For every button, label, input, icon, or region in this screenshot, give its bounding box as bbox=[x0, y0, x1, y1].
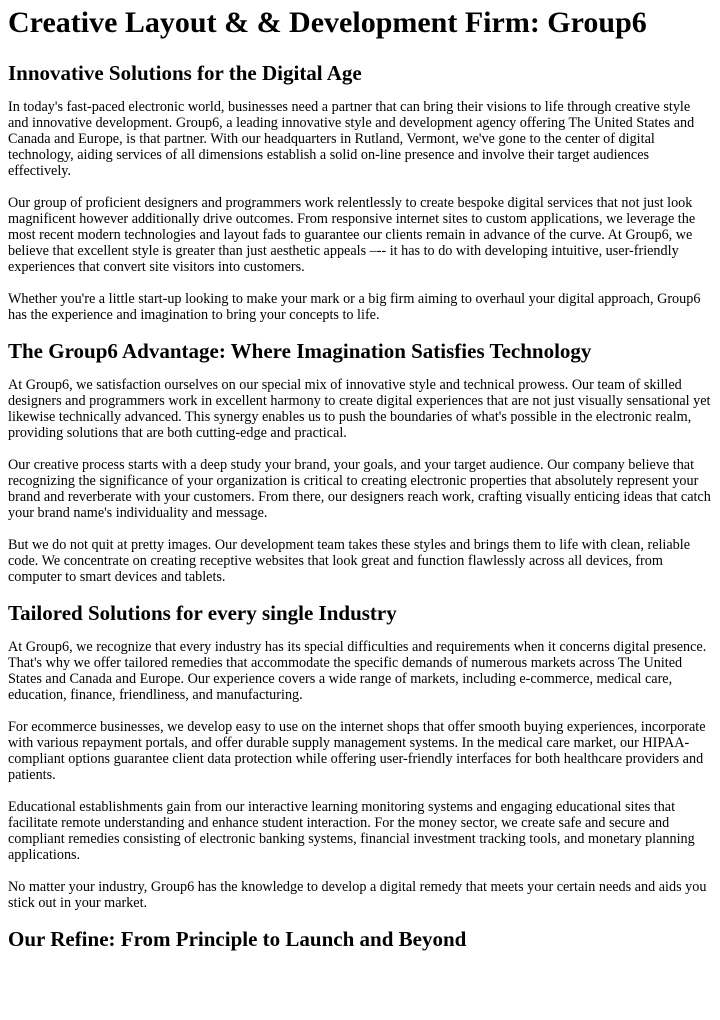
section-heading: Tailored Solutions for every single Industry bbox=[8, 601, 397, 625]
paragraph: But we do not quit at pretty images. Our development team takes these styles and brings them to life with clean, reliable code. We concentrate on creating receptive websites that look great and function flawlessly across all devices, from computer to smart devices and tablets. bbox=[8, 537, 691, 585]
paragraph: Our creative process starts with a deep study your brand, your goals, and your target audience. Our company believe that recognizing the significance of your organization is critical to creating electronic properties that absolutely represent your brand and reverberate with your customers. From there, our designers reach work, crafting visually enticing ideas that catch your brand name's individuality and message. bbox=[8, 457, 711, 521]
paragraph: For ecommerce businesses, we develop easy to use on the internet shops that offer smooth buying experiences, incorporate with various repayment portals, and offer durable supply management systems. In the medical care market, our HIPAA-compliant options guarantee client data protection while offering user-friendly interfaces for both healthcare providers and patients. bbox=[8, 719, 706, 783]
paragraph: At Group6, we satisfaction ourselves on our special mix of innovative style and technical prowess. Our team of skilled designers and programmers work in excellent harmony to create digital experiences that are not just visually sensational yet likewise technically advanced. This synergy enables us to push the boundaries of what's possible in the electronic realm, providing solutions that are both cutting-edge and practical. bbox=[8, 377, 711, 441]
section-heading: Innovative Solutions for the Digital Age bbox=[8, 61, 362, 85]
article bbox=[0, 3, 720, 953]
paragraph: Educational establishments gain from our interactive learning monitoring systems and engaging educational sites that facilitate remote understanding and enhance student interaction. For the money sector, we create safe and secure and compliant remedies consisting of electronic banking systems, financial investment tracking tools, and monetary planning applications. bbox=[8, 799, 695, 863]
section-heading: Our Refine: From Principle to Launch and Beyond bbox=[8, 927, 467, 951]
section-heading: The Group6 Advantage: Where Imagination Satisfies Technology bbox=[8, 339, 592, 363]
paragraph: No matter your industry, Group6 has the knowledge to develop a digital remedy that meets your certain needs and aids you stick out in your market. bbox=[8, 879, 707, 911]
paragraph: In today's fast-paced electronic world, businesses need a partner that can bring their visions to life through creative style and innovative development. Group6, a leading innovative style and development agency offering The United States and Canada and Europe, is that partner. With our headquarters in Rutland, Vermont, we've gone to the center of digital technology, aiding services of all dimensions establish a solid on-line presence and involve their target audiences effectively. bbox=[8, 99, 695, 179]
paragraph: At Group6, we recognize that every industry has its special difficulties and requirements when it concerns digital presence. That's why we offer tailored remedies that accommodate the specific demands of numerous markets across The United States and Canada and Europe. Our experience covers a wide range of markets, including e-commerce, medical care, education, finance, friendliness, and manufacturing. bbox=[8, 639, 707, 703]
paragraph: Whether you're a little start-up looking to make your mark or a big firm aiming to overhaul your digital approach, Group6 has the experience and imagination to bring your concepts to life. bbox=[8, 291, 701, 323]
paragraph: Our group of proficient designers and programmers work relentlessly to create bespoke digital services that not just look magnificent however additionally drive outcomes. From responsive internet sites to custom applications, we leverage the most recent modern technologies and layout fads to guarantee our clients remain in advance of the curve. At Group6, we believe that excellent style is greater than just aesthetic appeals –-- it has to do with developing intuitive, user-friendly experiences that convert site visitors into customers. bbox=[8, 195, 696, 275]
page-title: Creative Layout & & Development Firm: Group6 bbox=[8, 6, 647, 39]
